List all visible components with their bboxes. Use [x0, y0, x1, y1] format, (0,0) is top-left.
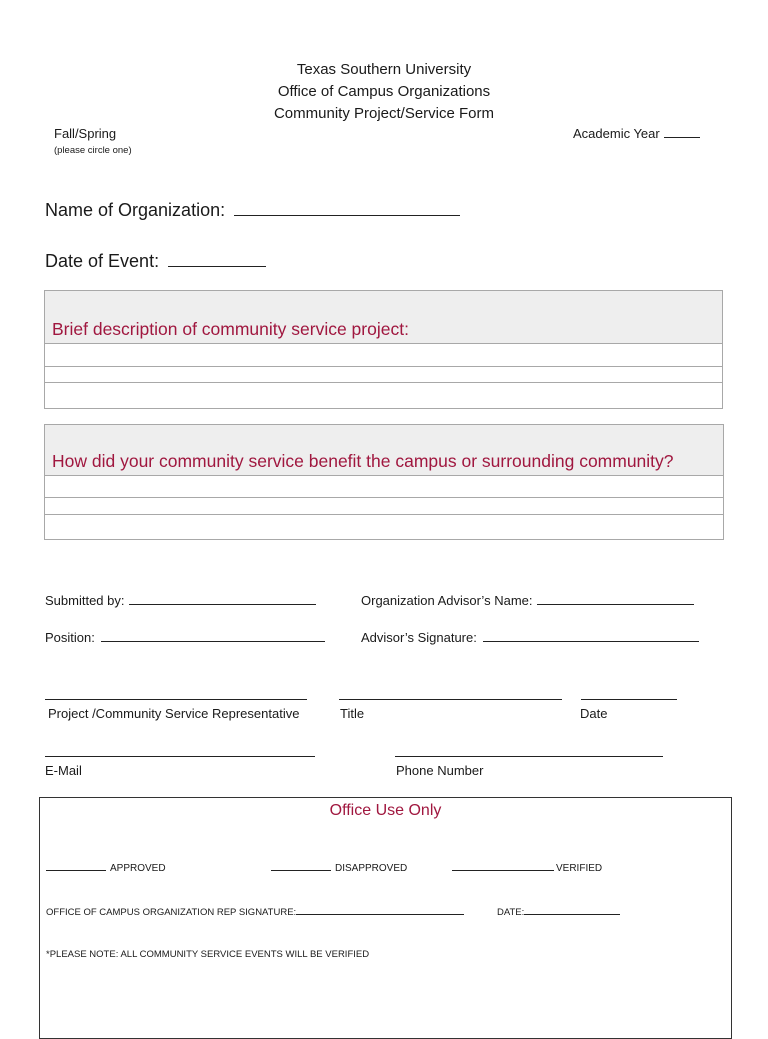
academic-year-label: Academic Year: [573, 126, 660, 141]
description-line-1[interactable]: [45, 343, 722, 344]
approved-field[interactable]: [46, 863, 166, 874]
office-use-title: Office Use Only: [329, 802, 442, 819]
rep-signature-field[interactable]: [46, 907, 464, 918]
benefit-heading: How did your community service benefit the campus or surrounding community?: [52, 451, 674, 471]
description-box-header: [45, 291, 722, 343]
rep-signature-label: OFFICE OF CAMPUS ORGANIZATION REP SIGNATURE:: [46, 907, 297, 918]
office-date-line: [524, 914, 620, 915]
organization-name-label: Name of Organization:: [45, 200, 226, 220]
phone-label: Phone Number: [396, 763, 484, 778]
date-line[interactable]: [581, 699, 677, 700]
verified-line: [452, 870, 554, 871]
academic-year-line: [664, 137, 700, 138]
advisor-name-line: [537, 604, 694, 605]
submitted-by-line: [129, 604, 316, 605]
advisor-signature-line: [483, 641, 699, 642]
benefit-box-header: [45, 425, 723, 475]
office-date-label: DATE:: [497, 907, 525, 918]
description-heading: Brief description of community service project:: [52, 319, 409, 339]
term-label: Fall/Spring: [54, 126, 117, 141]
advisor-name-label: Organization Advisor’s Name:: [361, 593, 533, 608]
university-name: Texas Southern University: [296, 61, 472, 78]
phone-line[interactable]: [395, 756, 663, 757]
form-title: Community Project/Service Form: [273, 105, 495, 122]
submitted-by-field[interactable]: [45, 593, 316, 608]
title-line[interactable]: [339, 699, 562, 700]
representative-line[interactable]: [45, 699, 307, 700]
disapproved-field[interactable]: [271, 863, 407, 874]
verified-field[interactable]: [452, 863, 602, 874]
description-box: [44, 290, 723, 409]
organization-name-field[interactable]: [45, 200, 460, 221]
office-use-box: [39, 797, 732, 1039]
approved-label: APPROVED: [110, 863, 166, 874]
office-name: Office of Campus Organizations: [277, 83, 491, 100]
submitted-by-label: Submitted by:: [45, 593, 125, 608]
title-label: Title: [340, 706, 365, 721]
advisor-name-field[interactable]: [361, 593, 694, 608]
event-date-label: Date of Event:: [45, 251, 160, 271]
rep-signature-line: [296, 914, 464, 915]
verified-label: VERIFIED: [556, 863, 603, 874]
disapproved-label: DISAPPROVED: [335, 863, 408, 874]
approved-line: [46, 870, 106, 871]
description-line-3[interactable]: [45, 382, 722, 383]
organization-name-line: [234, 215, 460, 216]
event-date-line: [168, 266, 266, 267]
verification-note: *PLEASE NOTE: ALL COMMUNITY SERVICE EVENTS WILL BE VERIFIED: [46, 949, 370, 960]
position-line: [101, 641, 325, 642]
date-label: Date: [580, 706, 608, 721]
academic-year-field[interactable]: [573, 126, 700, 141]
email-line[interactable]: [45, 756, 315, 757]
office-date-field[interactable]: [497, 907, 620, 918]
representative-label: Project /Community Service Representative: [48, 706, 300, 721]
term-note: (please circle one): [54, 145, 132, 156]
position-field[interactable]: [45, 630, 325, 645]
event-date-field[interactable]: [45, 251, 266, 272]
benefit-line-1[interactable]: [45, 475, 723, 476]
description-line-2[interactable]: [45, 366, 722, 367]
email-label: E-Mail: [45, 763, 82, 778]
advisor-signature-field[interactable]: [361, 630, 699, 645]
advisor-signature-label: Advisor’s Signature:: [361, 630, 477, 645]
benefit-box: [44, 424, 724, 540]
disapproved-line: [271, 870, 331, 871]
benefit-line-2[interactable]: [45, 497, 723, 498]
benefit-line-3[interactable]: [45, 514, 723, 515]
position-label: Position:: [45, 630, 95, 645]
